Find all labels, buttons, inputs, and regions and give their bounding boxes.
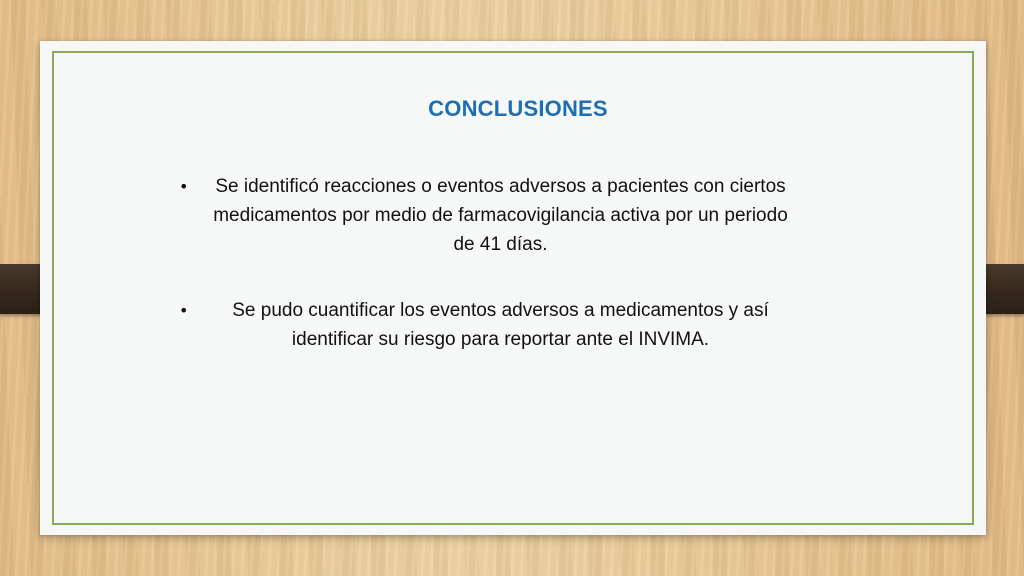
bullet-icon: •	[179, 301, 189, 320]
bullet-text-1: Se identificó reacciones o eventos adversos a pacientes con ciertos medicamentos por medio de farmacovigilancia activa por un periodo de 41 días.	[213, 176, 788, 255]
slide-title: CONCLUSIONES	[428, 96, 608, 121]
bullet-icon: •	[179, 177, 189, 196]
slide-paper	[40, 41, 986, 535]
bullet-item-1	[176, 172, 796, 259]
bullet-list	[176, 172, 796, 391]
bullet-text-2: Se pudo cuantificar los eventos adversos a medicamentos y así identificar su riesgo para reportar ante el INVIMA.	[232, 300, 769, 350]
bullet-item-2	[176, 296, 796, 354]
